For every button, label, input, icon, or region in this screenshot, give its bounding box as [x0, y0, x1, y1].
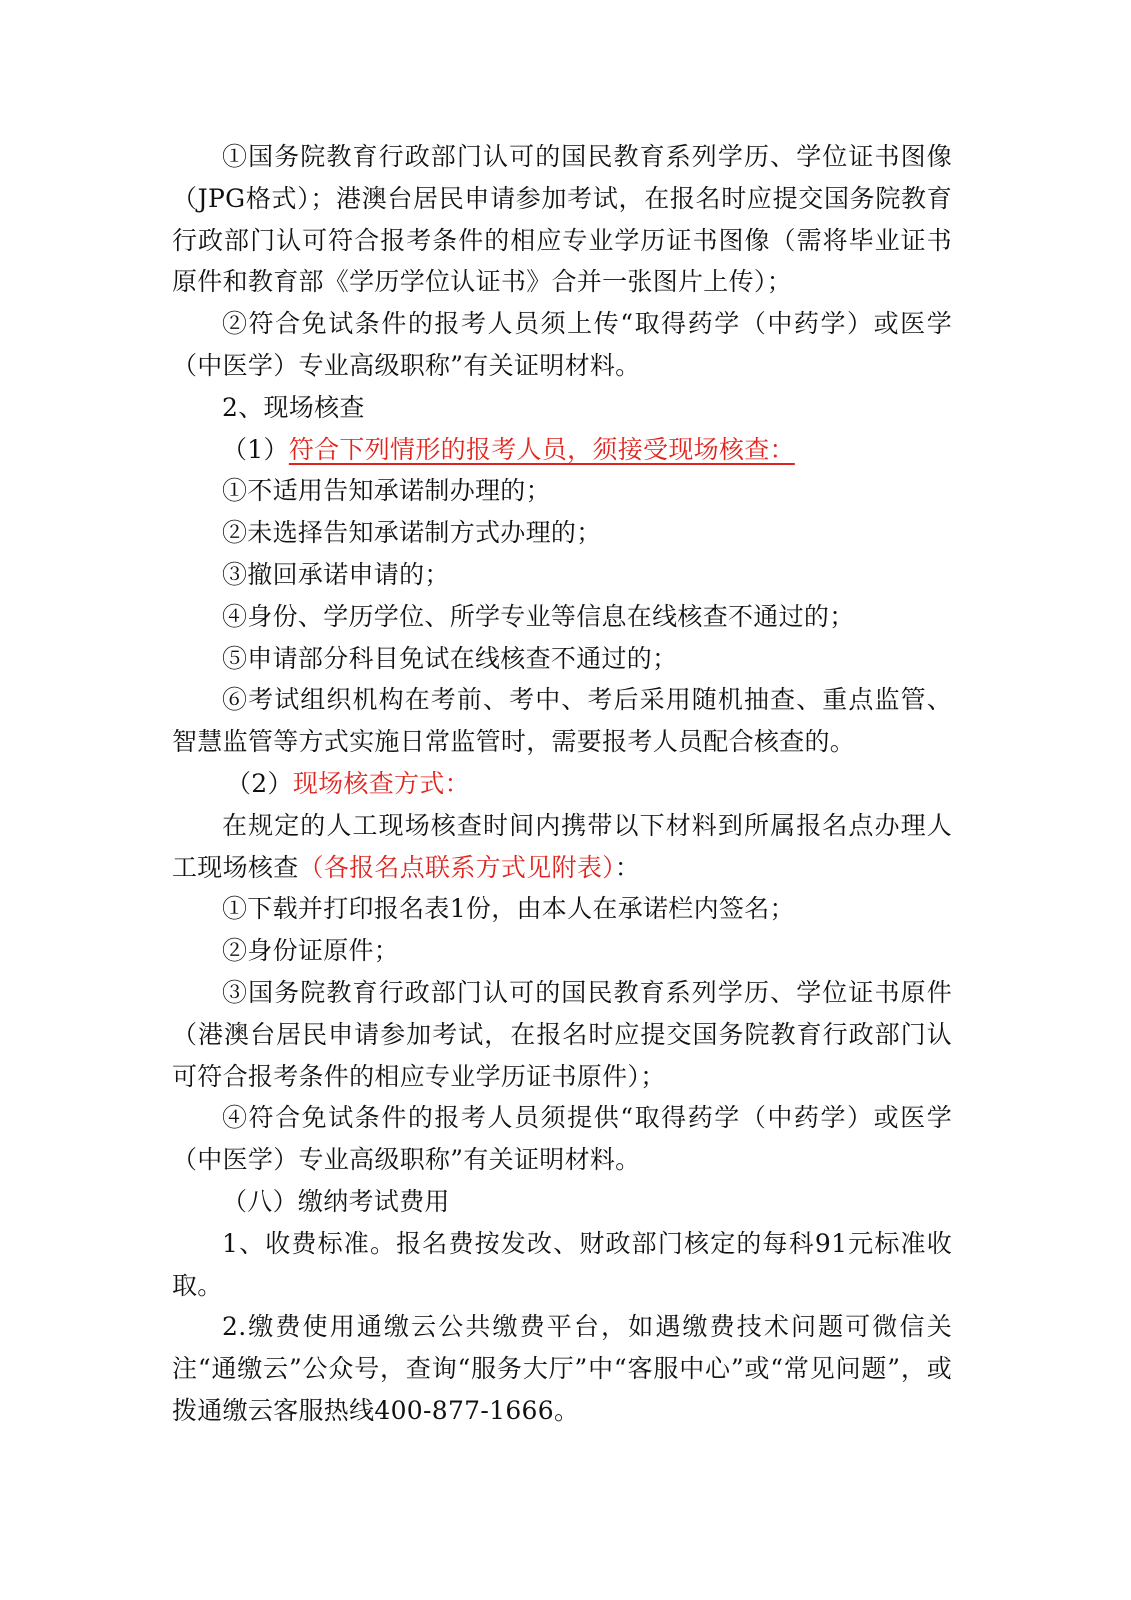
subheading-prefix: （2） — [226, 768, 293, 798]
subheading-onsite-method — [172, 763, 952, 805]
method-contact-note: （各报名点联系方式见附表） — [298, 852, 615, 882]
paragraph-certificate-image: ①国务院教育行政部门认可的国民教育系列学历、学位证书图像（JPG格式）；港澳台居民申请参加考试，在报名时应提交国务院教育行政部门认可符合报考条件的相应专业学历证书图像（需将毕业证书原件和教育部《学历学位认证书》合并一张图片上传）； — [172, 142, 952, 297]
heading-fee-payment: （八）缴纳考试费用 — [222, 1186, 450, 1216]
list-item: ②未选择告知承诺制方式办理的； — [222, 518, 602, 548]
onsite-conditions-highlight: 符合下列情形的报考人员，须接受现场核查： — [288, 434, 795, 464]
subheading-onsite-conditions — [172, 429, 952, 471]
paragraph-fee-platform: 2.缴费使用通缴云公共缴费平台，如遇缴费技术问题可微信关注“通缴云”公众号，查询“服务大厅”中“客服中心”或“常见问题”，或拨通缴云客服热线400-877-1666。 — [172, 1312, 952, 1425]
list-item: ②身份证原件； — [222, 936, 400, 966]
list-item: ③撤回承诺申请的； — [222, 559, 450, 589]
document-page — [172, 136, 952, 1432]
list-item: ⑥考试组织机构在考前、考中、考后采用随机抽查、重点监管、智慧监管等方式实施日常监管时，需要报考人员配合核查的。 — [172, 685, 952, 757]
paragraph-onsite-method — [172, 805, 952, 889]
method-text: 在规定的人工现场核查时间内携带以下材料到所属报名点办理人工现场核查 — [172, 810, 952, 882]
list-item: ④符合免试条件的报考人员须提供“取得药学（中药学）或医学（中医学）专业高级职称”有关证明材料。 — [172, 1103, 952, 1175]
paragraph-fee-standard: 1、收费标准。报名费按发改、财政部门核定的每科91元标准收取。 — [172, 1228, 952, 1300]
paragraph-exemption-upload: ②符合免试条件的报考人员须上传“取得药学（中药学）或医学（中医学）专业高级职称”有关证明材料。 — [172, 309, 952, 380]
onsite-method-highlight: 现场核查方式： — [292, 768, 470, 798]
heading-onsite-check: 2、现场核查 — [222, 392, 365, 422]
list-item: ①不适用告知承诺制办理的； — [222, 476, 551, 506]
subheading-prefix: （1） — [222, 434, 289, 464]
method-text-end: ： — [614, 852, 641, 882]
list-item: ④身份、学历学位、所学专业等信息在线核查不通过的； — [222, 601, 855, 631]
list-item: ①下载并打印报名表1份，由本人在承诺栏内签名； — [222, 894, 795, 924]
list-item: ③国务院教育行政部门认可的国民教育系列学历、学位证书原件（港澳台居民申请参加考试，在报名时应提交国务院教育行政部门认可符合报考条件的相应专业学历证书原件）； — [172, 977, 952, 1091]
list-item: ⑤申请部分科目免试在线核查不通过的； — [222, 643, 678, 673]
